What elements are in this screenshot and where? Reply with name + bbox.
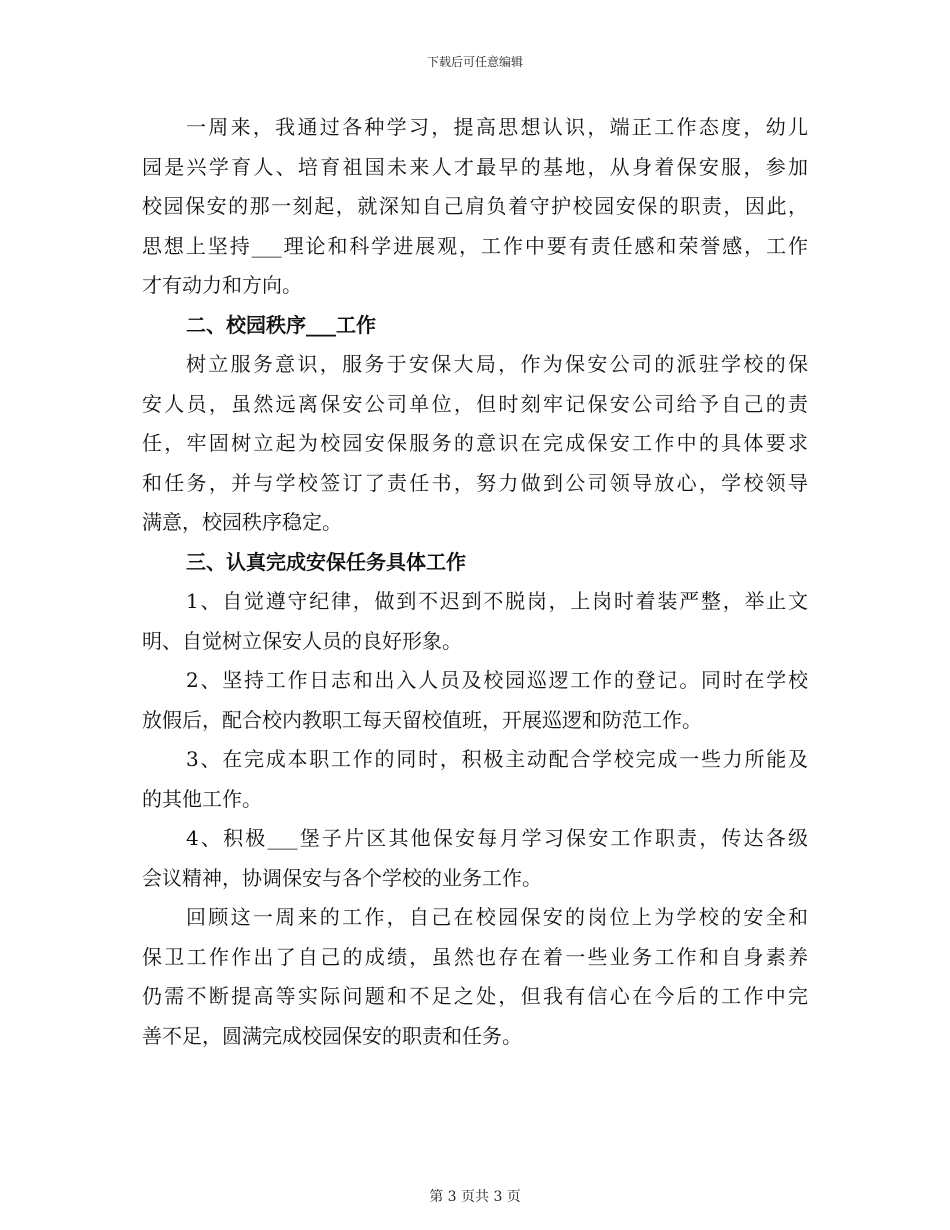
list-item <box>142 661 808 740</box>
text-line: 的其他工作。 <box>142 786 262 811</box>
text-line: 2、坚持工作日志和出入人员及校园巡逻工作的登记。同时在学校 <box>186 668 808 692</box>
text-line: 回顾这一周来的工作，自己在校园保安的岗位上为学校的安全和 <box>186 905 808 929</box>
text-line: 一周来，我通过各种学习，提高思想认识，端正工作态度，幼儿 <box>186 115 808 139</box>
text-line: 任，牢固树立起为校园安保服务的意识在完成保安工作中的具体要求 <box>142 431 808 455</box>
heading-text: 二、校园秩序___工作 <box>186 312 376 337</box>
text-line: 3、在完成本职工作的同时，积极主动配合学校完成一些力所能及 <box>186 747 808 771</box>
text-line: 校园保安的那一刻起，就深知自己肩负着守护校园安保的职责，因此， <box>142 194 808 218</box>
text-line: 善不足，圆满完成校园保安的职责和任务。 <box>142 1023 522 1048</box>
heading-text: 三、认真完成安保任务具体工作 <box>186 549 466 574</box>
text-line: 和任务，并与学校签订了责任书，努力做到公司领导放心，学校领导 <box>142 470 808 495</box>
text-line: 满意，校园秩序稳定。 <box>142 510 342 534</box>
paragraph <box>142 108 808 306</box>
text-line: 树立服务意识，服务于安保大局，作为保安公司的派驻学校的保 <box>186 352 808 376</box>
text-line: 放假后，配合校内教职工每天留校值班，开展巡逻和防范工作。 <box>142 707 702 732</box>
text-line: 园是兴学育人、培育祖国未来人才最早的基地，从身着保安服，参加 <box>142 154 808 179</box>
list-item <box>142 740 808 819</box>
section-heading <box>142 543 808 583</box>
section-heading <box>142 306 808 346</box>
paragraph <box>142 898 808 1056</box>
text-line: 明、自觉树立保安人员的良好形象。 <box>142 628 462 653</box>
document-body <box>142 108 808 1056</box>
text-line: 仍需不断提高等实际问题和不足之处，但我有信心在今后的工作中完 <box>142 984 808 1008</box>
text-line: 才有动力和方向。 <box>142 273 302 297</box>
paragraph <box>142 345 808 543</box>
text-line: 1、自觉遵守纪律，做到不迟到不脱岗，上岗时着装严整，举止文 <box>186 589 808 613</box>
text-line: 会议精神，协调保安与各个学校的业务工作。 <box>142 865 542 890</box>
text-line: 保卫工作作出了自己的成绩，虽然也存在着一些业务工作和自身素养 <box>142 944 808 969</box>
text-line: 思想上坚持___理论和科学进展观，工作中要有责任感和荣誉感，工作 <box>142 233 808 258</box>
list-item <box>142 819 808 898</box>
list-item <box>142 582 808 661</box>
page-number: 第 3 页共 3 页 <box>429 1189 521 1205</box>
page-header-note: 下载后可任意编辑 <box>426 55 523 69</box>
text-line: 4、积极___堡子片区其他保安每月学习保安工作职责，传达各级 <box>186 826 808 850</box>
text-line: 安人员，虽然远离保安公司单位，但时刻牢记保安公司给予自己的责 <box>142 391 808 416</box>
